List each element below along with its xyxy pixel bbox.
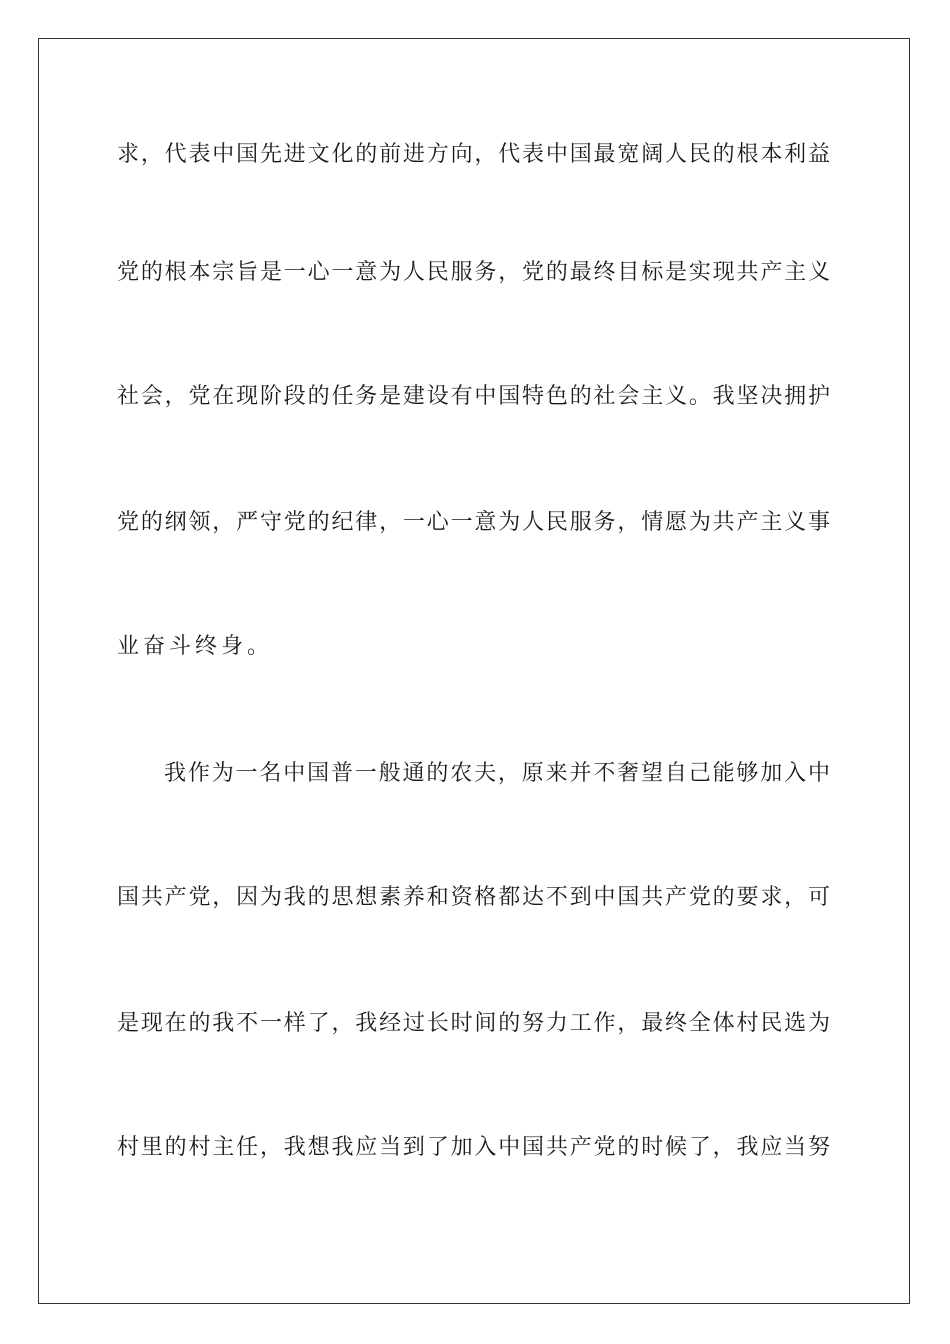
paragraph-line-6: 我作为一名中国普一般通的农夫，原来并不奢望自己能够加入中: [164, 761, 831, 786]
paragraph-line-7: 国共产党，因为我的思想素养和资格都达不到中国共产党的要求，可: [117, 885, 831, 910]
paragraph-line-5: 业奋斗终身。: [117, 634, 274, 659]
paragraph-line-2: 党的根本宗旨是一心一意为人民服务，党的最终目标是实现共产主义: [117, 260, 831, 285]
paragraph-line-8: 是现在的我不一样了，我经过长时间的努力工作，最终全体村民选为: [117, 1011, 831, 1036]
paragraph-line-1: 求，代表中国先进文化的前进方向，代表中国最宽阔人民的根本利益: [117, 142, 831, 167]
paragraph-line-9: 村里的村主任，我想我应当到了加入中国共产党的时候了，我应当努: [117, 1135, 831, 1160]
page-frame: [38, 38, 910, 1304]
paragraph-line-3: 社会，党在现阶段的任务是建设有中国特色的社会主义。我坚决拥护: [117, 384, 831, 409]
paragraph-line-4: 党的纲领，严守党的纪律，一心一意为人民服务，情愿为共产主义事: [117, 510, 831, 535]
